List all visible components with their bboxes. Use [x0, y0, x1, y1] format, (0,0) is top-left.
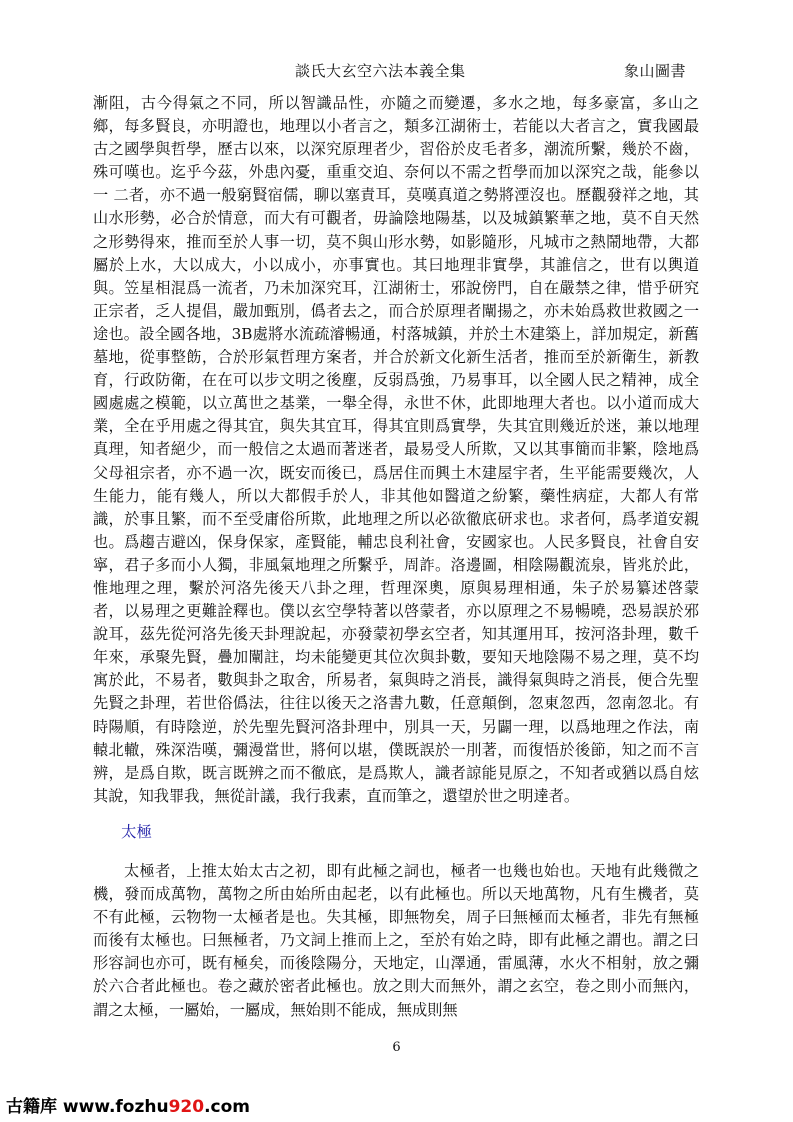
watermark-url-suffix: .com	[204, 1097, 251, 1117]
section-heading: 太極	[121, 823, 153, 841]
section-paragraph: 太極者，上推太始太古之初，即有此極之詞也，極者一也幾也始也。天地有此幾微之機，發而成萬物，萬物之所由始所由起老，以有此極也。所以天地萬物，凡有生機者，莫不有此極，云物物一太極者是也。失其極，即無物矣，周子曰無極而太極者，非先有無極而後有太極也。曰無極者，乃文詞上推而上之，至於有始之時，即有此極之謂也。謂之曰形容詞也亦可，既有極矣，而後陰陽分，天地定，山澤通，雷風薄，水火不相射，放之彌於六合者此極也。卷之藏於密者此極也。放之則大而無外，謂之玄空，卷之則小而無內，謂之太極，一屬始，一屬成，無始則不能成，無成則無	[93, 862, 699, 1019]
watermark-url-number: 920	[168, 1097, 205, 1117]
main-paragraph: 漸阻，古今得氣之不同，所以智識品性，亦隨之而變遷，多水之地，每多豪富，多山之鄉，每多賢良，亦明證也，地理以小者言之，類多江湖術士，若能以大者言之，實我國最古之國學與哲學，歷古以來，以深究原理者少，習俗於皮毛者多，潮流所繫，幾於不齒，殊可嘆也。迄乎今茲，外患內憂，重重交迫、奈何以不需之哲學而加以深究之哉，能參以一 二者，亦不過一般窮賢宿儒，聊以塞責耳，莫嘆真道之勢將湮沒也。歷觀發祥之地，其山水形勢，必合於情意，而大有可觀者，毋論陰地陽基，以及城鎮繁華之地，莫不自天然之形勢得來，推而至於人事一切，莫不與山形水勢，如影隨形，凡城市之熱鬧地帶，大都屬於上水，大以成大，小以成小，亦事實也。其曰地理非實學，其誰信之，世有以輿道與。笠星相混爲一流者，乃未加深究耳，江湖術士，邪說傍門，自在嚴禁之律，惜乎研究正宗者，乏人提倡，嚴加甄別，僞者去之，而合於原理者闡揚之，亦未始爲救世救國之一途也。設全國各地，3B處將水流疏濬暢通，村落城鎮，并於土木建築上，詳加規定，新舊墓地，從事整飭，合於形氣哲理方案者，并合於新文化新生活者，推而至於新衛生，新教育，行政防衛，在在可以步文明之後塵，反弱爲強，乃易事耳，以全國人民之精神，成全國處處之模範，以立萬世之基業，一舉全得，永世不休，此即地理大者也。以小道而成大業，全在乎用處之得其宜，與失其宜耳，得其宜則爲實學，失其宜則幾近於迷，兼以地理真理，知者絕少，而一般信之太過而著迷者，最易受人所欺，又以其事簡而非繁，陰地爲父母祖宗者，亦不過一次，既安而後已，爲居住而興土木建屋宇者，生平能需要幾次，人生能力，能有幾人，所以大都假手於人，非其他如醫道之紛繁，藥性病症，大都人有常識，於事且繁，而不至受庸俗所欺，此地理之所以必欲徹底研求也。求者何，爲孝道安親也。爲趨吉避凶，保身保家，產賢能，輔忠良利社會，安國家也。人民多賢良，社會自安寧，君子多而小人獨，非風氣地理之所繫乎，周詐。洛邊圖，相陰陽觀流泉，皆兆於此，惟地理之理，繫於河洛先後天八卦之理，哲理深奧，原與易理相通，朱子於易纂述啓蒙者，以易理之更難詮釋也。僕以玄空學特著以啓蒙者，亦以原理之不易暢曉，恐易誤於邪說耳，茲先從河洛先後天卦理說起，亦發蒙初學玄空者，知其運用耳，按河洛卦理，數千年來，承聚先賢，疊加闡註，均未能變更其位次與卦數，要知天地陰陽不易之理，莫不均寓於此，不易者，數與卦之取舍，所易者，氣與時之消長，識得氣與時之消長，便合先聖先賢之卦理，若世俗僞法，往往以後天之洛書九數，任意顛倒，忽東忽西，忽南忽北。有時陽順，有時陰逆，於先聖先賢河洛卦理中，別具一天，另闢一理，以爲地理之作法，南轅北轍，殊深浩嘆，彌漫當世，將何以堪，僕既誤於一刖著，而復悟於後節，知之而不言辨，是爲自欺，既言既辨之而不徹底，是爲欺人，識者諒能見原之，不知者或猶以爲自炫其說，知我罪我，無從計議，我行我素，直而筆之，還望於世之明達者。	[93, 94, 699, 805]
page-number: 6	[392, 1040, 401, 1055]
book-title: 談氏大玄空六法本義全集	[295, 62, 466, 80]
site-watermark	[6, 1092, 250, 1118]
publisher-name: 象山圖書	[624, 62, 687, 80]
page-header	[0, 60, 793, 84]
watermark-site-name: 古籍库	[6, 1097, 57, 1117]
watermark-url-prefix: www.fozhu	[62, 1097, 169, 1117]
